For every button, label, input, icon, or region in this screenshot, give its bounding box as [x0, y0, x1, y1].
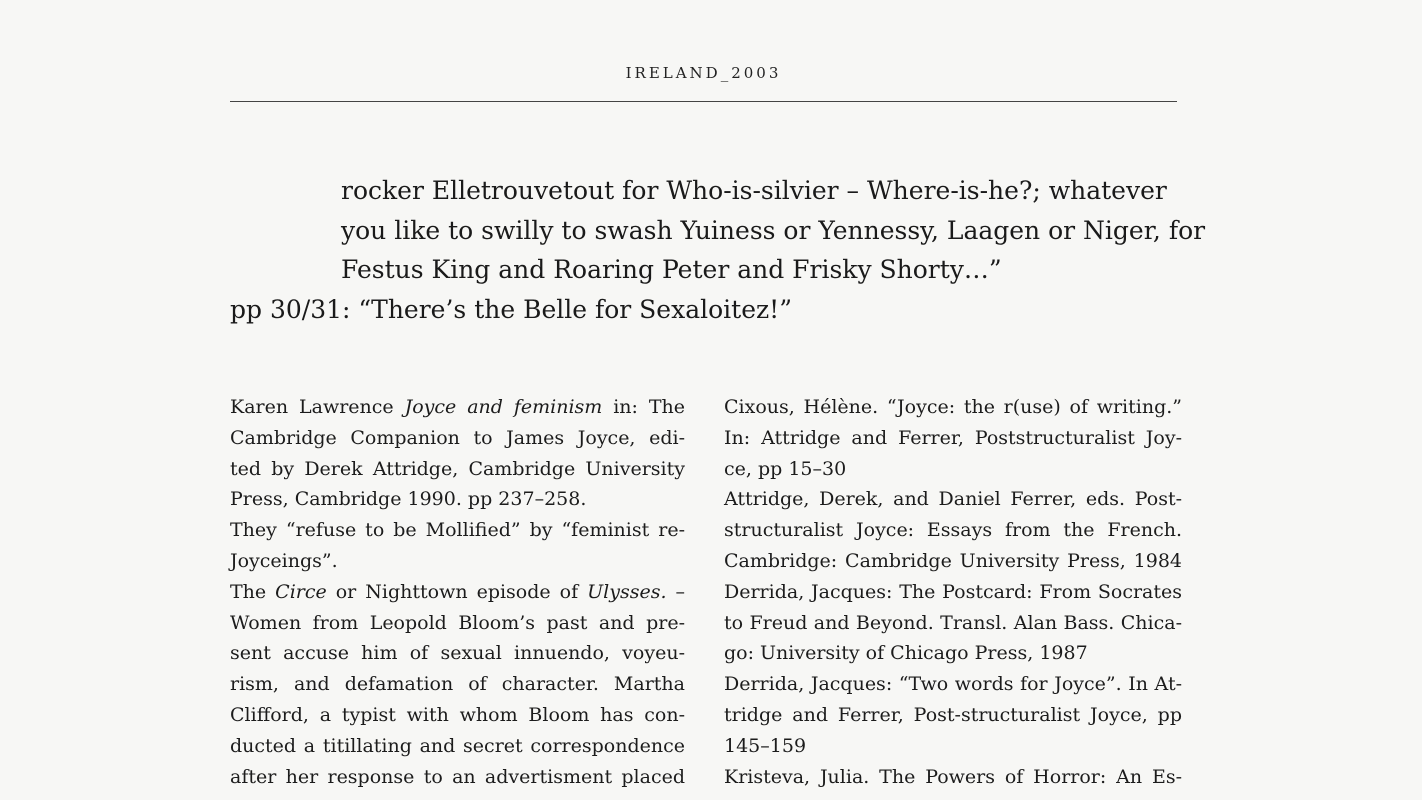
note-line: Women from Leopold Bloom’s past and pre- [230, 611, 685, 634]
novel-title: Ulysses. [587, 580, 667, 603]
bibliography-line: structuralist Joyce: Essays from the French. [724, 519, 1182, 542]
note-line: Joyceings”. [230, 549, 338, 572]
note-line: ducted a titillating and secret correspondence [230, 734, 685, 757]
note-line: sent accuse him of sexual innuendo, voyeu- [230, 642, 685, 665]
bibliography-line: Derrida, Jacques: The Postcard: From Socrates [724, 580, 1182, 603]
header-rule [230, 101, 1177, 102]
note-line: rism, and defamation of character. Martha [230, 673, 685, 696]
note-line: Press, Cambridge 1990. pp 237–258. [230, 488, 587, 511]
note-line: ted by Derek Attridge, Cambridge University [230, 457, 685, 480]
note-line: They “refuse to be Mollified” by “feminist re- [230, 519, 685, 542]
note-line: Clifford, a typist with whom Bloom has con- [230, 703, 685, 726]
bibliography-line: to Freud and Beyond. Transl. Alan Bass. Chica- [724, 611, 1182, 634]
note-line: Karen Lawrence Joyce and feminism in: The [230, 396, 686, 418]
book-title: Joyce and feminism [404, 396, 603, 418]
bibliography-line: Attridge, Derek, and Daniel Ferrer, eds. Post- [724, 488, 1182, 511]
note-line: The Circe or Nighttown episode of Ulysses. – [230, 580, 685, 603]
note-line: after her response to an advertisment placed [230, 765, 685, 788]
bibliography-line: Derrida, Jacques: “Two words for Joyce”. In At- [724, 673, 1182, 696]
quote-line: Festus King and Roaring Peter and Frisky Shorty…” [341, 255, 1002, 284]
quote-line: rocker Elletrouvetout for Who-is-silvier – Where-is-he?; whatever [341, 176, 1167, 205]
bibliography-column [724, 392, 1184, 792]
quote-line: you like to swilly to swash Yuiness or Yennessy, Laagen or Niger, for [341, 215, 1206, 245]
bibliography-line: Cambridge: Cambridge University Press, 1984 [724, 549, 1182, 572]
block-quote [230, 171, 1206, 329]
bibliography-line: Kristeva, Julia. The Powers of Horror: An Es- [724, 765, 1182, 788]
left-notes-column [230, 392, 690, 792]
bibliography-line: Cixous, Hélène. “Joyce: the r(use) of writing.” [724, 396, 1182, 418]
bibliography-line: tridge and Ferrer, Post-structuralist Joyce, pp [724, 703, 1182, 726]
running-head: IRELAND_2003 [625, 64, 782, 82]
episode-title: Circe [275, 580, 327, 603]
bibliography-line: go: University of Chicago Press, 1987 [724, 642, 1088, 665]
page-reference-line: pp 30/31: “There’s the Belle for Sexaloitez!” [230, 294, 792, 324]
bibliography-line: 145–159 [724, 734, 807, 757]
bibliography-line: ce, pp 15–30 [724, 457, 847, 480]
bibliography-line: In: Attridge and Ferrer, Poststructuralist Joy- [724, 426, 1182, 449]
note-line: Cambridge Companion to James Joyce, edi- [230, 426, 685, 449]
